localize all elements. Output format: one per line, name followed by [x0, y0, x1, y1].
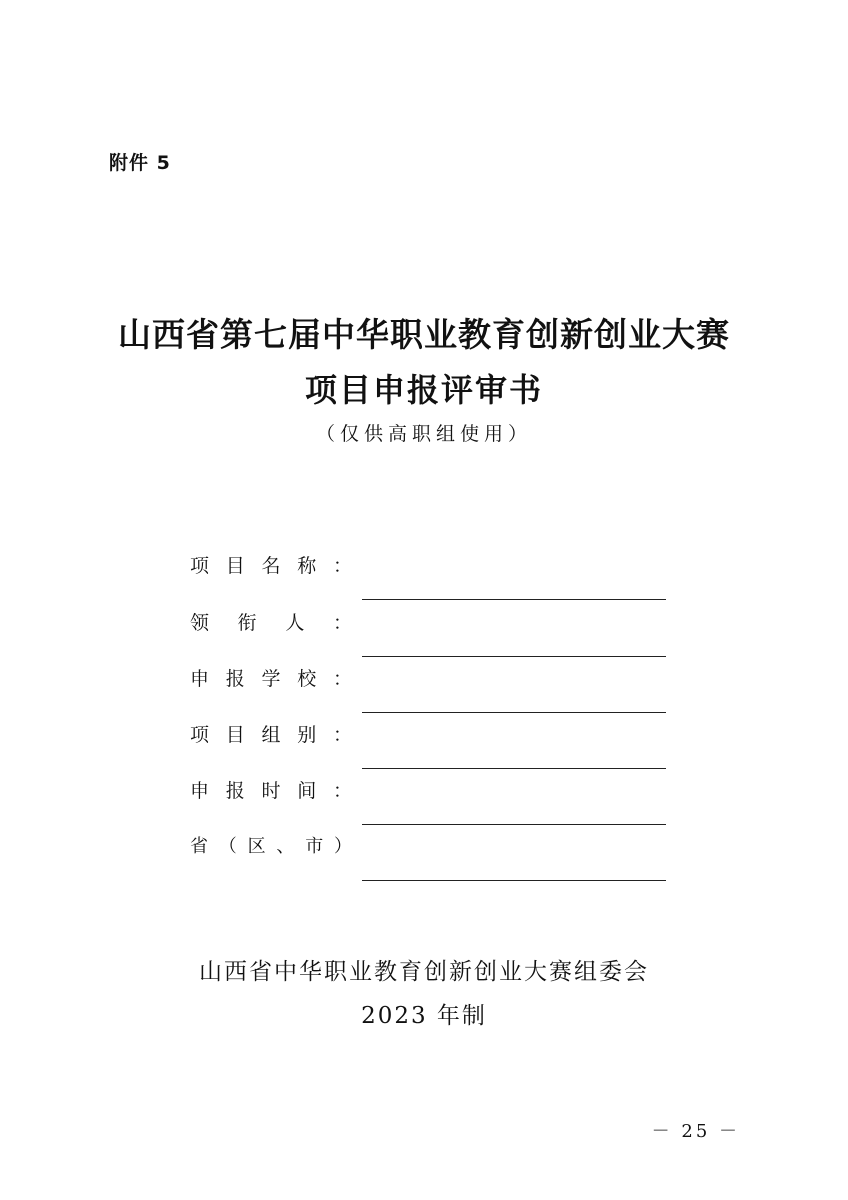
lead-person-field[interactable]: [362, 635, 666, 657]
label-char: 项: [190, 724, 210, 746]
form-row-application-time: [190, 770, 666, 810]
label-char: 领: [190, 612, 210, 634]
label-char: 、: [276, 836, 295, 857]
project-name-field[interactable]: [362, 578, 666, 600]
label-colon: ：: [332, 555, 352, 577]
attachment-label: 附件 5: [109, 152, 171, 174]
label-colon: ：: [332, 612, 352, 634]
label-char: 校: [297, 668, 317, 690]
label-char: 名: [261, 555, 281, 577]
label-char: 申: [190, 780, 210, 802]
label-char: 时: [261, 780, 281, 802]
organizer-name: 山西省中华职业教育创新创业大赛组委会: [199, 959, 649, 985]
label-colon: ：: [332, 780, 352, 802]
application-time-label: [190, 776, 352, 803]
label-char: 学: [261, 668, 281, 690]
label-colon: ：: [332, 668, 352, 690]
label-char: 申: [190, 668, 210, 690]
project-group-label: [190, 720, 352, 747]
province-label: [190, 832, 352, 858]
form-row-project-group: [190, 714, 666, 754]
page-number: － 25 －: [651, 1121, 740, 1142]
issue-year: 2023 年制: [361, 1003, 487, 1029]
label-colon: ：: [332, 724, 352, 746]
label-char: 目: [225, 724, 245, 746]
form-row-lead-person: [190, 602, 666, 642]
label-char: 报: [225, 780, 245, 802]
project-name-label: [190, 551, 352, 578]
label-char: 项: [190, 555, 210, 577]
document-subtitle: （仅供高职组使用）: [315, 423, 532, 445]
application-time-field[interactable]: [362, 803, 666, 825]
label-char: 省: [190, 836, 208, 857]
label-char: 间: [297, 780, 317, 802]
label-char: ）: [333, 836, 352, 857]
label-char: 组: [261, 724, 281, 746]
label-char: 区: [247, 836, 266, 857]
label-char: 人: [285, 612, 305, 634]
lead-person-label: [190, 608, 352, 635]
label-char: 报: [225, 668, 245, 690]
document-title-line2: 项目申报评审书: [304, 371, 543, 409]
project-group-field[interactable]: [362, 747, 666, 769]
label-char: 称: [297, 555, 317, 577]
school-label: [190, 664, 352, 691]
document-title: 山西省第七届中华职业教育创新创业大赛: [118, 315, 730, 354]
label-char: （: [218, 836, 237, 857]
province-field[interactable]: [362, 859, 666, 881]
label-char: 衔: [237, 612, 257, 634]
label-char: 市: [305, 836, 324, 857]
form-row-project-name: [190, 545, 666, 585]
label-char: 目: [225, 555, 245, 577]
label-char: 别: [297, 724, 317, 746]
school-field[interactable]: [362, 691, 666, 713]
form-row-province: [190, 826, 666, 866]
form-row-school: [190, 658, 666, 698]
